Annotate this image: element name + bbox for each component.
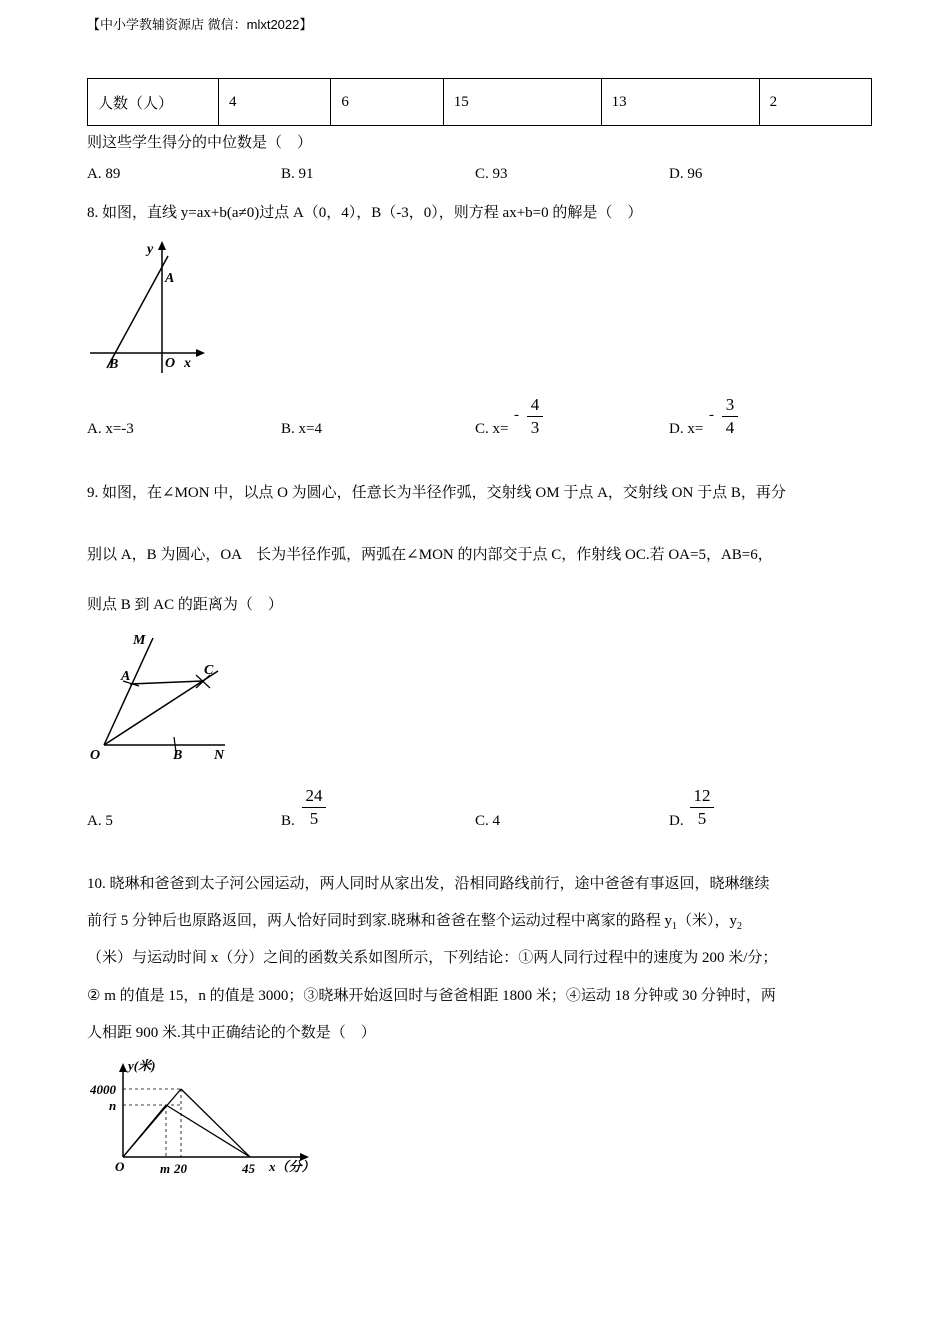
q10-x-tick-45: 45 bbox=[242, 1161, 255, 1176]
q9-option-c: C. 4 bbox=[475, 813, 501, 829]
q8-option-b: B. x=4 bbox=[281, 421, 322, 437]
q9-option-d-prefix: D. bbox=[669, 813, 684, 829]
q8-option-d-prefix: D. x= bbox=[669, 421, 704, 437]
fraction-bar bbox=[302, 807, 326, 808]
fraction-bar bbox=[722, 416, 738, 417]
fraction-denominator: 5 bbox=[697, 809, 707, 828]
table-row-label: 人数（人） bbox=[88, 79, 219, 126]
q10-stem-line-3: （米）与运动时间 x（分）之间的函数关系如图所示，下列结论：①两人同行过程中的速度为 200 米/分； bbox=[87, 950, 778, 966]
table-row bbox=[88, 79, 872, 126]
fraction-bar bbox=[690, 807, 714, 808]
q7-option-d: D. 96 bbox=[669, 166, 703, 182]
fraction-numerator: 4 bbox=[530, 395, 540, 414]
q9-stem-line-3: 则点 B 到 AC 的距离为（ ） bbox=[87, 597, 283, 613]
subscript-1: 1 bbox=[672, 921, 678, 932]
table-cell: 13 bbox=[601, 79, 759, 126]
fraction-denominator: 3 bbox=[530, 418, 540, 437]
q7-option-a: A. 89 bbox=[87, 166, 121, 182]
q9-option-b-fraction bbox=[302, 786, 326, 829]
fraction-bar bbox=[527, 416, 543, 417]
q8-option-c-prefix: C. x= bbox=[475, 421, 509, 437]
q10-figure bbox=[85, 1054, 325, 1184]
q9-stem-line-2: 别以 A，B 为圆心，OA 长为半径作弧，两弧在∠MON 的内部交于点 C，作射线 OC.若 OA=5，AB=6， bbox=[87, 547, 773, 563]
q10-line-2-text: 前行 5 分钟后也原路返回，两人恰好同时到家.晓琳和爸爸在整个运动过程中离家的路程 y bbox=[87, 913, 673, 929]
q10-y-axis-label: y(米) bbox=[128, 1058, 156, 1073]
fraction-denominator: 4 bbox=[725, 418, 735, 437]
q10-stem-line-1: 10. 晓琳和爸爸到太子河公园运动，两人同时从家出发，沿相同路线前行，途中爸爸有事返回，晓琳继续 bbox=[87, 876, 770, 892]
q9-point-b-label: B bbox=[173, 748, 183, 763]
table-cell: 2 bbox=[759, 79, 871, 126]
q10-x-axis-label: x（分） bbox=[269, 1159, 315, 1174]
q10-stem-line-2 bbox=[87, 909, 742, 932]
table-cell: 15 bbox=[443, 79, 601, 126]
q8-option-d-fraction bbox=[722, 395, 738, 438]
fraction-numerator: 3 bbox=[725, 395, 735, 414]
q7-option-c: C. 93 bbox=[475, 166, 508, 182]
q9-point-m-label: M bbox=[133, 633, 146, 648]
q8-point-b-label: B bbox=[109, 357, 119, 372]
q8-y-label: y bbox=[147, 242, 154, 257]
q8-option-c-sign: - bbox=[514, 407, 519, 423]
table-cell: 4 bbox=[219, 79, 331, 126]
q10-y-tick-n: n bbox=[109, 1098, 117, 1113]
q7-stem: 则这些学生得分的中位数是（ ） bbox=[87, 135, 313, 151]
q8-figure bbox=[85, 236, 210, 376]
q9-figure bbox=[85, 626, 240, 771]
q9-point-o-label: O bbox=[90, 748, 101, 763]
q9-point-c-label: C bbox=[204, 663, 214, 678]
q10-stem-line-5: 人相距 900 米.其中正确结论的个数是（ ） bbox=[87, 1025, 376, 1041]
q10-x-tick-m: m bbox=[160, 1161, 171, 1176]
q8-point-a-label: A bbox=[165, 271, 175, 286]
q10-line-2-text-b: （米），y bbox=[677, 913, 738, 929]
q10-stem-line-4: ② m 的值是 15，n 的值是 3000；③晓琳开始返回时与爸爸相距 1800 米；④运动 18 分钟或 30 分钟时，两 bbox=[87, 988, 776, 1004]
q8-option-d-sign: - bbox=[709, 407, 714, 423]
fraction-denominator: 5 bbox=[309, 809, 319, 828]
q8-option-a: A. x=-3 bbox=[87, 421, 134, 437]
q8-option-c-fraction bbox=[527, 395, 543, 438]
q10-x-tick-20: 20 bbox=[174, 1161, 187, 1176]
fraction-numerator: 24 bbox=[305, 786, 323, 805]
q10-origin-label: O bbox=[115, 1159, 125, 1174]
q9-point-a-label: A bbox=[121, 669, 131, 684]
q9-option-a: A. 5 bbox=[87, 813, 113, 829]
q8-origin-label: O bbox=[165, 356, 176, 371]
q9-option-d-fraction bbox=[690, 786, 714, 829]
subscript-2: 2 bbox=[737, 921, 743, 932]
q8-x-label: x bbox=[184, 356, 191, 371]
page-header: 【中小学教辅资源店 微信：mlxt2022】 bbox=[87, 17, 313, 32]
q9-option-b-prefix: B. bbox=[281, 813, 295, 829]
fraction-numerator: 12 bbox=[693, 786, 711, 805]
q7-option-b: B. 91 bbox=[281, 166, 314, 182]
q8-stem: 8. 如图，直线 y=ax+b(a≠0)过点 A（0，4），B（-3，0），则方程 ax+b=0 的解是（ ） bbox=[87, 205, 643, 221]
table-cell: 6 bbox=[331, 79, 443, 126]
q9-point-n-label: N bbox=[214, 748, 225, 763]
q10-y-tick-4000: 4000 bbox=[90, 1082, 116, 1097]
q9-stem-line-1: 9. 如图，在∠MON 中，以点 O 为圆心，任意长为半径作弧，交射线 OM 于点 A，交射线 ON 于点 B，再分 bbox=[87, 485, 786, 501]
score-table bbox=[87, 78, 872, 126]
